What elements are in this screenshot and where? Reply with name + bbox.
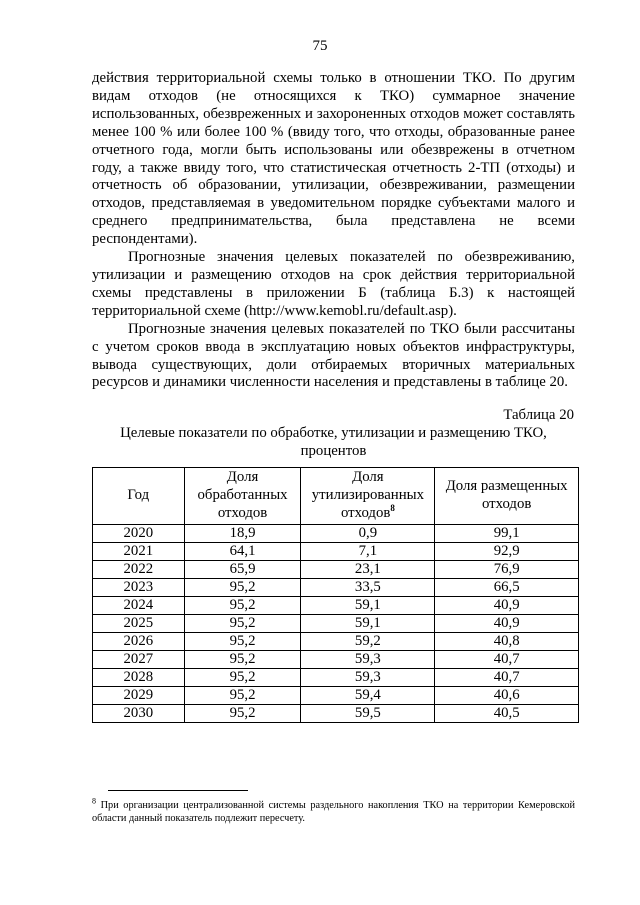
table-label: Таблица 20 [503,407,574,423]
cell-year: 2029 [93,687,185,705]
table-row [93,705,579,723]
header-processed: Доля обработанных отходов [184,468,301,525]
cell-year: 2026 [93,633,185,651]
cell-utilized: 33,5 [301,579,435,597]
cell-year: 2022 [93,561,185,579]
table-row [93,543,579,561]
cell-utilized: 59,1 [301,597,435,615]
cell-processed: 95,2 [184,579,301,597]
table-body [93,525,579,723]
cell-utilized: 59,3 [301,651,435,669]
table-row [93,687,579,705]
cell-utilized: 23,1 [301,561,435,579]
cell-processed: 65,9 [184,561,301,579]
cell-year: 2030 [93,705,185,723]
cell-year: 2025 [93,615,185,633]
cell-placed: 99,1 [435,525,579,543]
footnote-number: 8 [92,796,96,806]
cell-processed: 64,1 [184,543,301,561]
footnote-ref[interactable]: 8 [390,503,395,514]
cell-utilized: 7,1 [301,543,435,561]
cell-utilized: 59,1 [301,615,435,633]
table-row [93,579,579,597]
paragraph-3: Прогнозные значения целевых показателей по ТКО были рассчитаны с учетом сроков ввода в эксплуатацию новых объектов инфраструктуры, вывода существующих, доли отбираемых вторичных материальных ресурсов и динамики численности населения и представлены в таблице 20. [92,320,575,391]
footnote [92,796,576,825]
header-utilized [301,468,435,525]
cell-placed: 40,9 [435,615,579,633]
cell-year: 2027 [93,651,185,669]
table-row [93,561,579,579]
cell-placed: 40,5 [435,705,579,723]
cell-processed: 95,2 [184,615,301,633]
cell-processed: 95,2 [184,705,301,723]
cell-placed: 40,8 [435,633,579,651]
table-row [93,615,579,633]
cell-year: 2023 [93,579,185,597]
cell-year: 2021 [93,543,185,561]
cell-processed: 95,2 [184,669,301,687]
footnote-separator [108,790,248,791]
table-row [93,651,579,669]
cell-placed: 92,9 [435,543,579,561]
table-row [93,669,579,687]
footnote-text: При организации централизованной системы раздельного накопления ТКО на территории Кемеровской области данный показатель подлежит пересчету. [92,800,576,824]
cell-year: 2028 [93,669,185,687]
header-utilized-label: Доля утилизированных отходов [311,469,424,521]
body-text [92,70,575,392]
cell-placed: 40,9 [435,597,579,615]
table-row [93,633,579,651]
paragraph-2: Прогнозные значения целевых показателей по обезвреживанию, утилизации и размещению отходов на срок действия территориальной схемы представлены в приложении Б (таблица Б.3) к настоящей территориальной схеме (http://www.kemobl.ru/default.asp). [92,249,575,319]
cell-processed: 95,2 [184,633,301,651]
table-header-row [93,468,579,525]
cell-utilized: 0,9 [301,525,435,543]
paragraph-1: действия территориальной схемы только в отношении ТКО. По другим видам отходов (не относящихся к ТКО) суммарное значение использованных, обезвреженных и захороненных отходов может составлять менее 100 % или более 100 % (ввиду того, что отходы, образованные ранее отчетного года, могли быть использованы или обезврежены в отчетном году, а также ввиду того, что статистическая отчетность 2-ТП (отходы) и отчетность об образовании, утилизации, обезвреживании, размещении отходов, представляемая в уведомительном порядке субъектами малого и среднего предпринимательства, была представлена не всеми респондентами). [92,70,575,248]
header-placed: Доля размещенных отходов [435,468,579,525]
cell-utilized: 59,5 [301,705,435,723]
cell-processed: 95,2 [184,597,301,615]
page-number: 75 [312,38,328,54]
table-title: Целевые показатели по обработке, утилизации и размещению ТКО, процентов [120,425,547,459]
cell-utilized: 59,3 [301,669,435,687]
table-row [93,525,579,543]
cell-processed: 95,2 [184,687,301,705]
cell-utilized: 59,2 [301,633,435,651]
cell-year: 2020 [93,525,185,543]
cell-placed: 40,7 [435,651,579,669]
header-year: Год [93,468,185,525]
cell-placed: 76,9 [435,561,579,579]
table-row [93,597,579,615]
cell-processed: 95,2 [184,651,301,669]
cell-utilized: 59,4 [301,687,435,705]
cell-placed: 40,6 [435,687,579,705]
targets-table [92,467,579,723]
cell-processed: 18,9 [184,525,301,543]
cell-placed: 40,7 [435,669,579,687]
cell-placed: 66,5 [435,579,579,597]
cell-year: 2024 [93,597,185,615]
